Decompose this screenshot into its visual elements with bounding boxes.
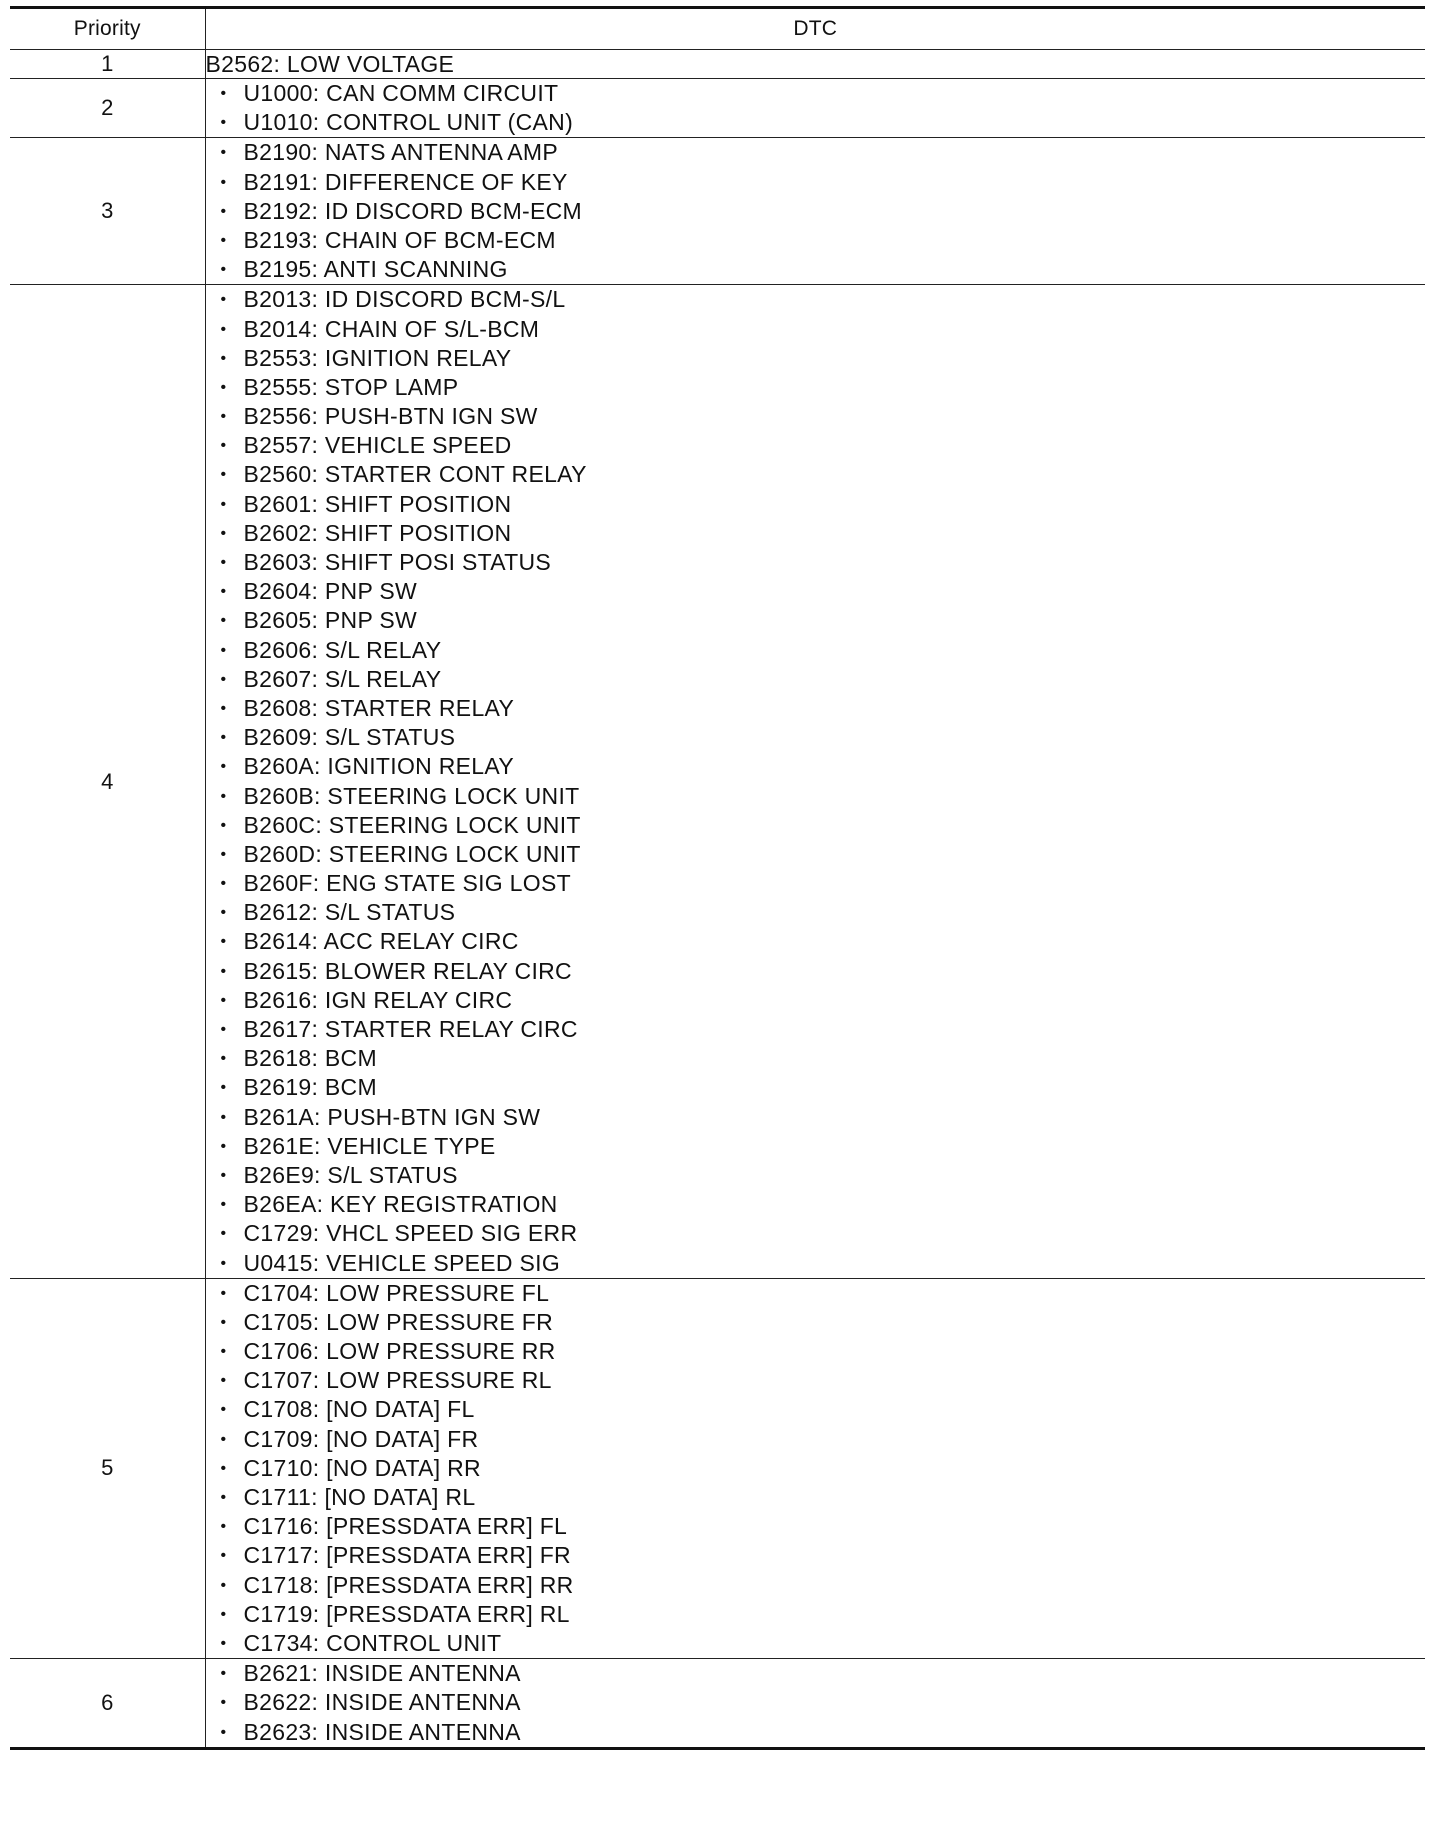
dtc-list-item: • B2603: SHIFT POSI STATUS bbox=[216, 548, 1426, 577]
dtc-list-item: • B2557: VEHICLE SPEED bbox=[216, 431, 1426, 460]
dtc-list-item: • B2614: ACC RELAY CIRC bbox=[216, 927, 1426, 956]
dtc-cell bbox=[205, 1659, 1425, 1749]
dtc-list-item: • B2190: NATS ANTENNA AMP bbox=[216, 138, 1426, 167]
dtc-list-item: • B2618: BCM bbox=[216, 1044, 1426, 1073]
table-row bbox=[10, 285, 1425, 1278]
dtc-cell bbox=[205, 1278, 1425, 1658]
dtc-list bbox=[206, 1659, 1426, 1747]
dtc-list-item: • B2195: ANTI SCANNING bbox=[216, 255, 1426, 284]
dtc-list-item: • B2602: SHIFT POSITION bbox=[216, 519, 1426, 548]
table-row bbox=[10, 79, 1425, 138]
dtc-list-item: • C1716: [PRESSDATA ERR] FL bbox=[216, 1512, 1426, 1541]
dtc-list-item: • C1734: CONTROL UNIT bbox=[216, 1629, 1426, 1658]
dtc-list-item: • B260B: STEERING LOCK UNIT bbox=[216, 782, 1426, 811]
dtc-list-item: • B2604: PNP SW bbox=[216, 577, 1426, 606]
dtc-list bbox=[206, 285, 1426, 1277]
dtc-list-item: • C1707: LOW PRESSURE RL bbox=[216, 1366, 1426, 1395]
dtc-list-item: • B2612: S/L STATUS bbox=[216, 898, 1426, 927]
priority-value: 1 bbox=[10, 50, 205, 79]
priority-column-header: Priority bbox=[10, 8, 205, 50]
dtc-list-item: • C1710: [NO DATA] RR bbox=[216, 1454, 1426, 1483]
dtc-column-header: DTC bbox=[205, 8, 1425, 50]
dtc-list-item: • B2619: BCM bbox=[216, 1073, 1426, 1102]
dtc-list-item: • C1706: LOW PRESSURE RR bbox=[216, 1337, 1426, 1366]
priority-value: 2 bbox=[10, 79, 205, 138]
dtc-list-item: • B2622: INSIDE ANTENNA bbox=[216, 1688, 1426, 1717]
dtc-list-item: • B2193: CHAIN OF BCM-ECM bbox=[216, 226, 1426, 255]
priority-value: 3 bbox=[10, 138, 205, 285]
dtc-list-item: • B2556: PUSH-BTN IGN SW bbox=[216, 402, 1426, 431]
dtc-list bbox=[206, 138, 1426, 284]
dtc-list-item: • B2555: STOP LAMP bbox=[216, 373, 1426, 402]
dtc-list-item: • B26E9: S/L STATUS bbox=[216, 1161, 1426, 1190]
dtc-cell bbox=[205, 138, 1425, 285]
table-row bbox=[10, 138, 1425, 285]
dtc-list-item: • B2617: STARTER RELAY CIRC bbox=[216, 1015, 1426, 1044]
dtc-list-item: • C1719: [PRESSDATA ERR] RL bbox=[216, 1600, 1426, 1629]
dtc-list-item: • B260F: ENG STATE SIG LOST bbox=[216, 869, 1426, 898]
dtc-list-item: • B2601: SHIFT POSITION bbox=[216, 490, 1426, 519]
dtc-list-item: • B2616: IGN RELAY CIRC bbox=[216, 986, 1426, 1015]
dtc-list-item: • C1711: [NO DATA] RL bbox=[216, 1483, 1426, 1512]
dtc-list-item: • C1718: [PRESSDATA ERR] RR bbox=[216, 1571, 1426, 1600]
dtc-list-item: • B260D: STEERING LOCK UNIT bbox=[216, 840, 1426, 869]
priority-value: 5 bbox=[10, 1278, 205, 1658]
dtc-list-item: • B2192: ID DISCORD BCM-ECM bbox=[216, 197, 1426, 226]
dtc-cell bbox=[205, 285, 1425, 1278]
dtc-list-item: • U0415: VEHICLE SPEED SIG bbox=[216, 1249, 1426, 1278]
dtc-list-item: • B2014: CHAIN OF S/L-BCM bbox=[216, 315, 1426, 344]
dtc-list-item: • B2609: S/L STATUS bbox=[216, 723, 1426, 752]
dtc-list-item: • B260C: STEERING LOCK UNIT bbox=[216, 811, 1426, 840]
dtc-list-item: • B261E: VEHICLE TYPE bbox=[216, 1132, 1426, 1161]
table-body bbox=[10, 50, 1425, 1749]
priority-value: 6 bbox=[10, 1659, 205, 1749]
dtc-code: B2562: LOW VOLTAGE bbox=[205, 50, 455, 77]
dtc-list-item: • B2615: BLOWER RELAY CIRC bbox=[216, 957, 1426, 986]
table-row bbox=[10, 50, 1425, 79]
dtc-list-item: • C1704: LOW PRESSURE FL bbox=[216, 1279, 1426, 1308]
table-row bbox=[10, 1659, 1425, 1749]
dtc-list-item: • B2623: INSIDE ANTENNA bbox=[216, 1718, 1426, 1747]
dtc-list-item: • C1729: VHCL SPEED SIG ERR bbox=[216, 1219, 1426, 1248]
dtc-list-item: • C1717: [PRESSDATA ERR] FR bbox=[216, 1541, 1426, 1570]
dtc-list-item: • B261A: PUSH-BTN IGN SW bbox=[216, 1103, 1426, 1132]
dtc-list-item: • C1705: LOW PRESSURE FR bbox=[216, 1308, 1426, 1337]
table-row bbox=[10, 1278, 1425, 1658]
dtc-list bbox=[206, 1279, 1426, 1658]
table-header-row bbox=[10, 8, 1425, 50]
dtc-list-item: • C1708: [NO DATA] FL bbox=[216, 1395, 1426, 1424]
dtc-priority-table bbox=[10, 6, 1425, 1750]
dtc-list-item: • B2560: STARTER CONT RELAY bbox=[216, 460, 1426, 489]
dtc-list bbox=[206, 79, 1426, 137]
dtc-list-item: • B2013: ID DISCORD BCM-S/L bbox=[216, 285, 1426, 314]
dtc-list-item: • B26EA: KEY REGISTRATION bbox=[216, 1190, 1426, 1219]
dtc-list-item: • B2191: DIFFERENCE OF KEY bbox=[216, 168, 1426, 197]
dtc-list-item: • B2607: S/L RELAY bbox=[216, 665, 1426, 694]
dtc-list-item: • B2605: PNP SW bbox=[216, 606, 1426, 635]
dtc-cell bbox=[205, 50, 1425, 79]
dtc-list-item: • B2608: STARTER RELAY bbox=[216, 694, 1426, 723]
dtc-list-item: • U1000: CAN COMM CIRCUIT bbox=[216, 79, 1426, 108]
dtc-list-item: • B2606: S/L RELAY bbox=[216, 636, 1426, 665]
dtc-list-item: • B2553: IGNITION RELAY bbox=[216, 344, 1426, 373]
dtc-list-item: • C1709: [NO DATA] FR bbox=[216, 1425, 1426, 1454]
dtc-list-item: • U1010: CONTROL UNIT (CAN) bbox=[216, 108, 1426, 137]
dtc-cell bbox=[205, 79, 1425, 138]
dtc-list-item: • B260A: IGNITION RELAY bbox=[216, 752, 1426, 781]
dtc-list-item: • B2621: INSIDE ANTENNA bbox=[216, 1659, 1426, 1688]
priority-value: 4 bbox=[10, 285, 205, 1278]
